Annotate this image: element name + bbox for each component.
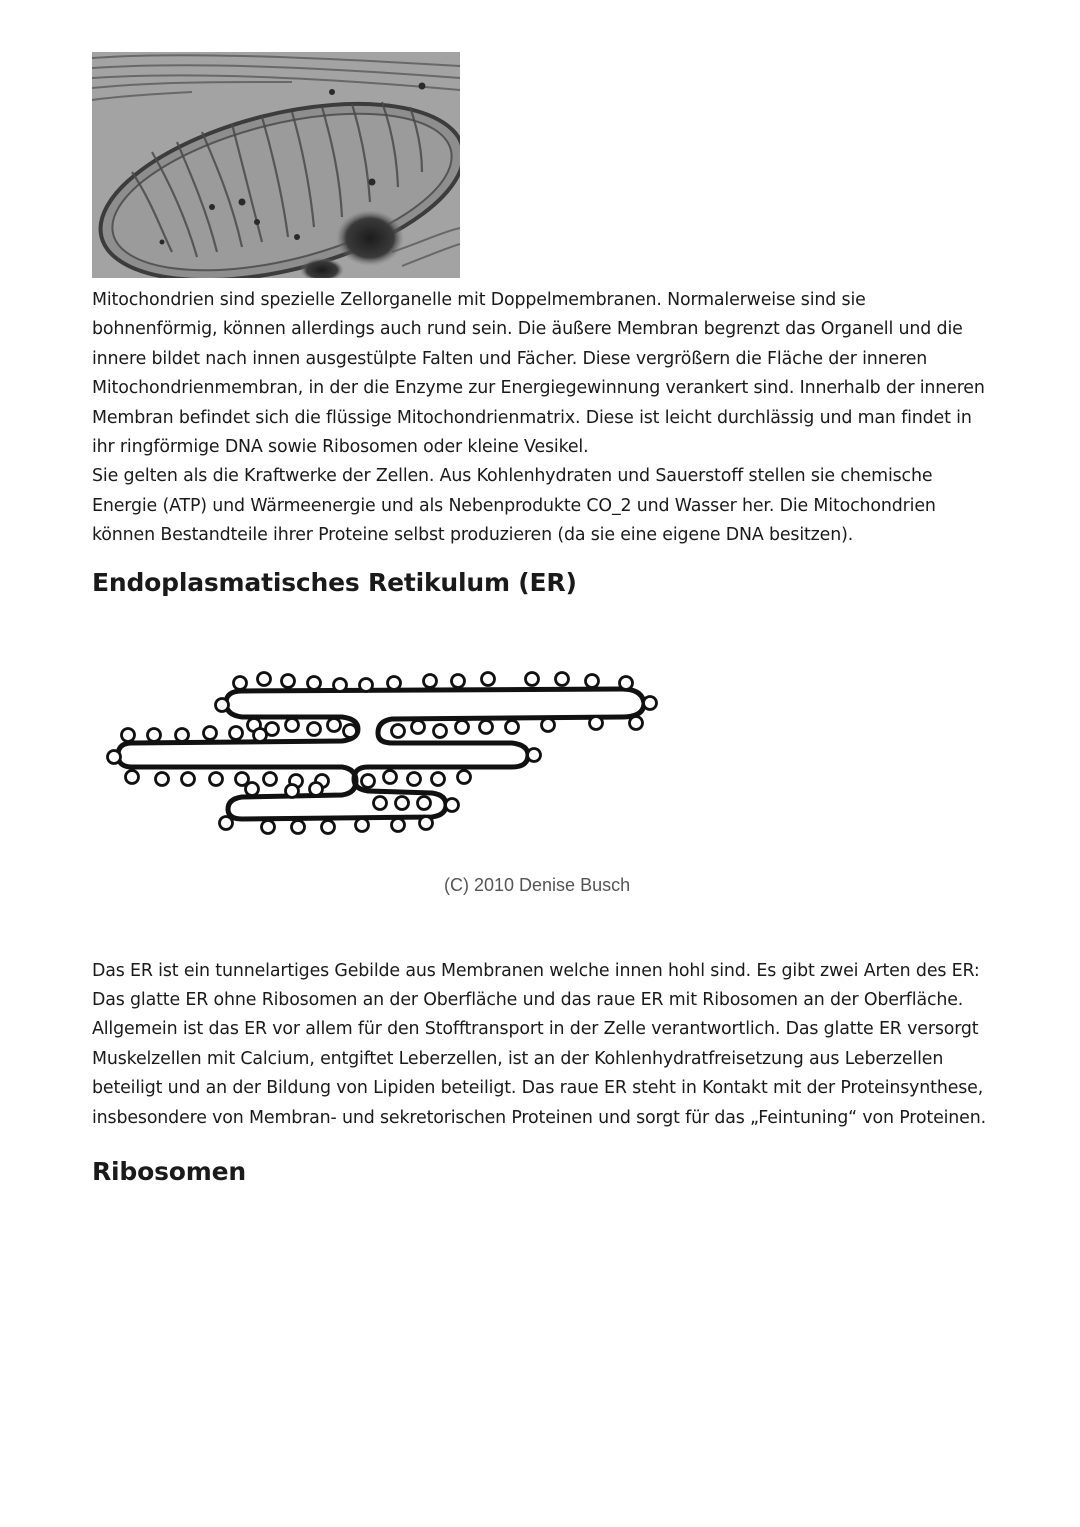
- mitochondria-paragraph-1: Mitochondrien sind spezielle Zellorganelle mit Doppelmembranen. Normalerweise sind sie bohnenförmig, können allerdings auch rund sein. Die äußere Membran begrenzt das Organell und die innere bildet nach innen ausgestülpte Falten und Fächer. Diese vergrößern die Fläche der inneren Mitochondrienmembran, in der die Enzyme zur Energiegewinnung verankert sind. Innerhalb der inneren Membran befindet sich die flüssige Mitochondrienmatrix. Diese ist leicht durchlässig und man findet in ihr ringförmige DNA sowie Ribosomen oder kleine Vesikel.: [92, 290, 985, 458]
- er-heading: Endoplasmatisches Retikulum (ER): [92, 567, 577, 597]
- document-page: [92, 52, 992, 1186]
- er-diagram: [92, 639, 712, 929]
- er-figure-credit: (C) 2010 Denise Busch: [444, 874, 631, 895]
- mitochondrion-micrograph: [92, 52, 460, 278]
- ribosomes-heading: Ribosomen: [92, 1157, 246, 1187]
- er-paragraph: Das ER ist ein tunnelartiges Gebilde aus Membranen welche innen hohl sind. Es gibt zwei Arten des ER: Das glatte ER ohne Ribosomen an der Oberfläche und das raue ER mit Ribosomen an der Oberfläche. Allgemein ist das ER vor allem für den Stofftransport in der Zelle verantwortlich. Das glatte ER versorgt Muskelzellen mit Calcium, entgiftet Leberzellen, ist an der Kohlenhydratfreisetzung aus Leberzellen beteiligt und an der Bildung von Lipiden beteiligt. Das raue ER steht in Kontakt mit der Proteinsynthese, insbesondere von Membran- und sekretorischen Proteinen und sorgt für das „Feintuning“ von Proteinen.: [92, 960, 986, 1128]
- mitochondria-paragraph-2: Sie gelten als die Kraftwerke der Zellen. Aus Kohlenhydraten und Sauerstoff stellen sie chemische Energie (ATP) und Wärmeenergie und als Nebenprodukte CO_2 und Wasser her. Die Mitochondrien können Bestandteile ihrer Proteine selbst produzieren (da sie eine eigene DNA besitzen).: [92, 466, 936, 546]
